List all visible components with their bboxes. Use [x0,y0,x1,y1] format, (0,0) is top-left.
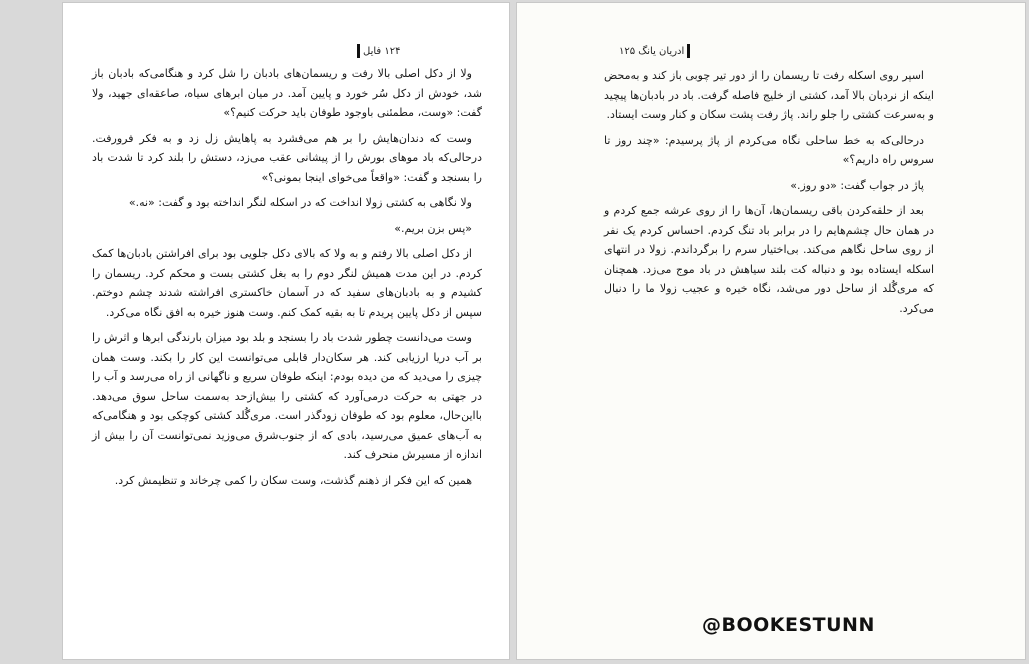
left-running-head: ۱۲۴ فایل [363,46,401,57]
paragraph: «پس بزن بریم.» [394,221,472,235]
paragraph: از دکل اصلی بالا رفتم و به ولا که بالای دکل جلویی بود برای افراشتن بادبان‌ها کمک کردم. در این مدت همیش لنگر دوم را به بغل کشتی بست و محکم کرد. ریسمان را کشیدم و به بادبان‌های سفید که در آسمان خاکستری افراشته شدند چشم دوختم. سپس از دکل پایین پریدم تا به بقیه کمک کنم. وست هنوز خیره به افق نگاه می‌کرد. [92,247,482,319]
header-rule-mark [687,44,690,58]
right-page-body [604,66,934,324]
right-running-head: ادریان یانگ ۱۲۵ [619,46,685,57]
left-page-body [92,64,482,496]
left-page [62,2,510,660]
paragraph: همین که این فکر از ذهنم گذشت، وست سکان را کمی چرخاند و تنظیمش کرد. [114,473,472,487]
paragraph: وست می‌دانست چطور شدت باد را بسنجد و بلد بود میزان بارندگی ابرها و اثرش را بر آب دریا ارزیابی کند. هر سکان‌دار قابلی می‌توانست این کار را بکند. وست همان چیزی را می‌دید که من دیده بودم: اینکه طوفان سریع و ناگهانی از راه می‌رسد و آب را در جهتی به حرکت درمی‌آورد که کشتی را بیش‌ازحد به‌سمت ساحل سوق می‌دهد. بااین‌حال، معلوم بود که طوفان زودگذر است. مری‌گُلد کشتی کوچکی بود و هنگامی‌که به آب‌های عمیق می‌رسید، بادی که از جنوب‌شرق می‌وزید نمی‌توانست آن را بیش از اندازه از مسیرش منحرف کند. [92,331,482,461]
left-page-header [354,44,401,58]
paragraph: بعد از حلقه‌کردن باقی ریسمان‌ها، آن‌ها را از روی عرشه جمع کردم و در همان حال چشم‌هایم را در برابر باد تنگ کردم. احساس کردم یک نفر از روی ساحل نگاهم می‌کند. بی‌اختیار سرم را برگرداندم. زولا در انتهای اسکله ایستاده بود و دنباله کت بلند سیاهش در باد موج می‌زد. همچنان که مری‌گُلد از ساحل دور می‌شد، نگاه خیره و عجیب زولا ما را دنبال می‌کرد. [604,204,934,315]
paragraph: ولا از دکل اصلی بالا رفت و ریسمان‌های بادبان را شل کرد و هنگامی‌که بادبان باز شد، خودش از دکل سُر خورد و پایین آمد. در میان ابرهای سیاه، صاعقه‌ای جهید، ولا گفت: «وست، مطمئنی باوجود طوفان باید حرکت کنیم؟» [92,67,482,119]
paragraph: ولا نگاهی به کشتی زولا انداخت که در اسکله لنگر انداخته بود و گفت: «نه.» [128,196,472,209]
paragraph: درحالی‌که به خط ساحلی نگاه می‌کردم از پاژ پرسیدم: «چند روز تا سروس راه داریم؟» [604,133,934,166]
right-page-header [619,44,693,58]
right-page [516,2,1026,660]
paragraph: اسپر روی اسکله رفت تا ریسمان را از دور تیر چوبی باز کند و به‌محض اینکه از نردبان بالا آمد، کشتی از خلیج فاصله گرفت. باد در بادبان‌ها پیچید و به‌سرعت کشتی را جلو راند. پاژ رفت پشت سکان و کنار وست ایستاد. [604,69,934,121]
paragraph: وست که دندان‌هایش را بر هم می‌فشرد به پاهایش زل زد و به فکر فرورفت. درحالی‌که باد موهای بورش را از پیشانی عقب می‌زد، دستش را بلند کرد تا شدت باد را بسنجد و گفت: «واقعاً می‌خوای اینجا بمونی؟» [92,131,482,184]
header-rule-mark [357,44,360,58]
watermark-handle: @BOOKESTUNN [702,614,875,636]
paragraph: پاژ در جواب گفت: «دو روز.» [790,178,924,192]
